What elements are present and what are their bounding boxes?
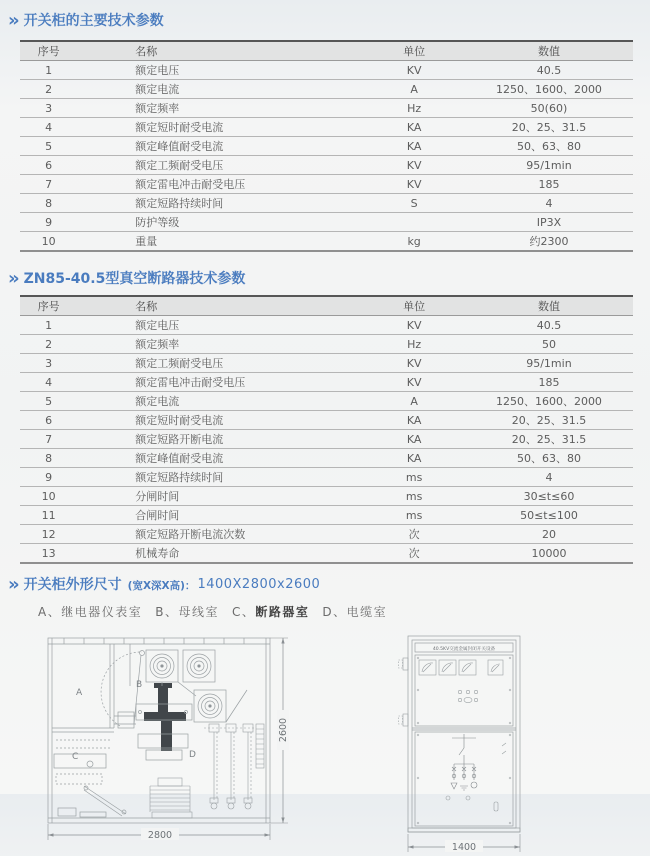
cell-value: 95/1min: [465, 354, 633, 373]
label-compartment-a: A: [76, 688, 83, 698]
cell-no: 4: [20, 118, 77, 137]
table-row: [20, 80, 633, 99]
section2-title: [8, 269, 650, 289]
cell-name: 机械寿命: [77, 544, 363, 564]
cell-unit: Hz: [363, 99, 465, 118]
cell-unit: A: [363, 392, 465, 411]
meter-icons: [419, 660, 503, 675]
cell-unit: A: [363, 80, 465, 99]
label-compartment-d: D: [189, 750, 196, 760]
cell-value: 1250、1600、2000: [465, 392, 633, 411]
section-breaker-params: [0, 269, 650, 564]
table-row: [20, 316, 633, 335]
cell-no: 7: [20, 430, 77, 449]
cell-no: 7: [20, 175, 77, 194]
cell-name: 额定短时耐受电流: [77, 118, 363, 137]
cell-unit: ms: [363, 468, 465, 487]
cell-unit: KV: [363, 373, 465, 392]
cell-value: 30≤t≤60: [465, 487, 633, 506]
cell-value: 185: [465, 373, 633, 392]
cell-name: 额定工频耐受电压: [77, 156, 363, 175]
section-marker-icon: »: [8, 268, 20, 289]
cell-no: 5: [20, 137, 77, 156]
table-row: [20, 213, 633, 232]
cell-name: 额定短路开断电流次数: [77, 525, 363, 544]
cell-no: 3: [20, 354, 77, 373]
cell-unit: KA: [363, 430, 465, 449]
cell-name: 额定频率: [77, 335, 363, 354]
col-header-unit: 单位: [363, 41, 465, 61]
nameplate-text: 40.5KV交流金属封闭开关设备: [432, 647, 496, 652]
cell-no: 3: [20, 99, 77, 118]
cell-value: 20、25、31.5: [465, 118, 633, 137]
cell-value: 50(60): [465, 99, 633, 118]
cell-value: 50≤t≤100: [465, 506, 633, 525]
cell-value: 20、25、31.5: [465, 411, 633, 430]
breaker-params-table: [20, 295, 633, 564]
door-handles-icon: [446, 743, 506, 811]
section1-title-text: 开关柜的主要技术参数: [23, 13, 164, 29]
cabinet-outline: [48, 638, 270, 823]
table1-header: [20, 41, 633, 61]
front-view-drawing: [398, 628, 530, 856]
table-row: [20, 156, 633, 175]
cell-unit: Hz: [363, 335, 465, 354]
cell-unit: [363, 213, 465, 232]
table-row: [20, 544, 633, 564]
cell-value: 95/1min: [465, 156, 633, 175]
cell-unit: KV: [363, 175, 465, 194]
cell-unit: KV: [363, 156, 465, 175]
cell-unit: KA: [363, 411, 465, 430]
switchgear-params-table: [20, 40, 633, 252]
section-marker-icon: »: [8, 10, 20, 31]
cell-value: 40.5: [465, 61, 633, 80]
col-header-name: 名称: [77, 41, 363, 61]
cell-unit: KV: [363, 354, 465, 373]
col-header-name: 名称: [77, 296, 363, 316]
cell-name: 额定电压: [77, 316, 363, 335]
col-header-no: 序号: [20, 41, 77, 61]
col-header-unit: 单位: [363, 296, 465, 316]
cell-name: 额定短路持续时间: [77, 194, 363, 213]
legend-item: C、断路器室: [231, 605, 310, 619]
side-section-drawing: [34, 628, 292, 850]
cell-no: 6: [20, 156, 77, 175]
cell-value: 20、25、31.5: [465, 430, 633, 449]
cell-no: 4: [20, 373, 77, 392]
col-header-value: 数值: [465, 296, 633, 316]
cell-name: 防护等级: [77, 213, 363, 232]
cell-name: 额定频率: [77, 99, 363, 118]
cell-value: 50、63、80: [465, 449, 633, 468]
section3-title-text: 开关柜外形尺寸: [23, 577, 122, 593]
cell-name: 额定雷电冲击耐受电压: [77, 175, 363, 194]
label-compartment-b: B: [136, 680, 143, 690]
cell-value: IP3X: [465, 213, 633, 232]
table-row: [20, 137, 633, 156]
cell-unit: kg: [363, 232, 465, 252]
cable-terminations-icon: [204, 724, 264, 809]
section-marker-icon: »: [8, 574, 20, 595]
table-row: [20, 449, 633, 468]
cell-no: 2: [20, 80, 77, 99]
dimension-note: (宽X深X高)：: [127, 580, 196, 592]
cell-value: 10000: [465, 544, 633, 564]
cell-value: 约2300: [465, 232, 633, 252]
table-row: [20, 392, 633, 411]
indicator-lamps-icon: [458, 690, 477, 702]
cell-value: 4: [465, 194, 633, 213]
cell-value: 4: [465, 468, 633, 487]
width-dimension: [408, 834, 520, 853]
cell-name: 额定雷电冲击耐受电压: [77, 373, 363, 392]
section-switchgear-params: [0, 0, 650, 252]
cell-value: 50: [465, 335, 633, 354]
cell-name: 额定电流: [77, 392, 363, 411]
cell-no: 12: [20, 525, 77, 544]
legend-item: B、母线室: [155, 605, 219, 619]
cell-name: 额定短路开断电流: [77, 430, 363, 449]
cell-no: 9: [20, 468, 77, 487]
depth-dimension: [48, 824, 270, 841]
cell-unit: KA: [363, 137, 465, 156]
compartment-legend: [38, 603, 650, 620]
cell-no: 10: [20, 232, 77, 252]
table-row: [20, 487, 633, 506]
table-row: [20, 194, 633, 213]
nameplate: [433, 645, 496, 652]
cell-no: 8: [20, 449, 77, 468]
cell-name: 重量: [77, 232, 363, 252]
cell-no: 11: [20, 506, 77, 525]
cell-name: 额定电流: [77, 80, 363, 99]
breaker-compartment-details: [54, 740, 126, 817]
cell-unit: ms: [363, 487, 465, 506]
cell-value: 185: [465, 175, 633, 194]
section3-title: [8, 574, 650, 596]
outline-drawings: [0, 628, 650, 856]
dim-label-1400: 1400: [451, 842, 477, 853]
table-row: [20, 525, 633, 544]
table-row: [20, 430, 633, 449]
cell-value: 40.5: [465, 316, 633, 335]
cell-value: 20: [465, 525, 633, 544]
hinge-icons: [399, 658, 409, 726]
cell-unit: KA: [363, 118, 465, 137]
section1-title: [8, 11, 650, 31]
cell-name: 分闸时间: [77, 487, 363, 506]
table-row: [20, 335, 633, 354]
cell-no: 8: [20, 194, 77, 213]
breaker-mechanism-icon: [114, 682, 192, 760]
cell-no: 5: [20, 392, 77, 411]
dim-label-2800: 2800: [147, 830, 173, 841]
cell-name: 额定峰值耐受电流: [77, 449, 363, 468]
cell-name: 额定短路持续时间: [77, 468, 363, 487]
cell-name: 额定电压: [77, 61, 363, 80]
cell-no: 6: [20, 411, 77, 430]
cell-no: 10: [20, 487, 77, 506]
section2-title-text: ZN85-40.5型真空断路器技术参数: [23, 271, 246, 287]
table-row: [20, 354, 633, 373]
cell-unit: S: [363, 194, 465, 213]
cell-no: 9: [20, 213, 77, 232]
dim-label-2600: 2600: [278, 717, 289, 743]
label-compartment-c: C: [72, 752, 79, 762]
legend-item: D、电缆室: [322, 605, 388, 619]
cell-no: 1: [20, 61, 77, 80]
surge-absorber-icon: [150, 778, 192, 818]
table-row: [20, 506, 633, 525]
height-dimension: [270, 638, 289, 823]
table-row: [20, 411, 633, 430]
cell-unit: KA: [363, 449, 465, 468]
cell-no: 13: [20, 544, 77, 564]
cell-unit: ms: [363, 506, 465, 525]
cell-name: 额定工频耐受电压: [77, 354, 363, 373]
cell-unit: 次: [363, 525, 465, 544]
cell-value: 50、63、80: [465, 137, 633, 156]
cell-no: 2: [20, 335, 77, 354]
table-row: [20, 468, 633, 487]
table-row: [20, 99, 633, 118]
table-row: [20, 61, 633, 80]
cell-value: 1250、1600、2000: [465, 80, 633, 99]
legend-item: A、继电器仪表室: [38, 605, 143, 619]
cell-unit: KV: [363, 316, 465, 335]
table-row: [20, 118, 633, 137]
single-line-diagram-icon: [451, 734, 477, 790]
dimension-value: 1400X2800x2600: [197, 577, 321, 592]
cell-unit: 次: [363, 544, 465, 564]
table2-header: [20, 296, 633, 316]
table-row: [20, 175, 633, 194]
col-header-no: 序号: [20, 296, 77, 316]
table-row: [20, 232, 633, 252]
cell-name: 合闸时间: [77, 506, 363, 525]
table-row: [20, 373, 633, 392]
cell-name: 额定峰值耐受电流: [77, 137, 363, 156]
section-dimensions: [0, 574, 650, 856]
cell-name: 额定短时耐受电流: [77, 411, 363, 430]
cell-no: 1: [20, 316, 77, 335]
col-header-value: 数值: [465, 41, 633, 61]
cell-unit: KV: [363, 61, 465, 80]
